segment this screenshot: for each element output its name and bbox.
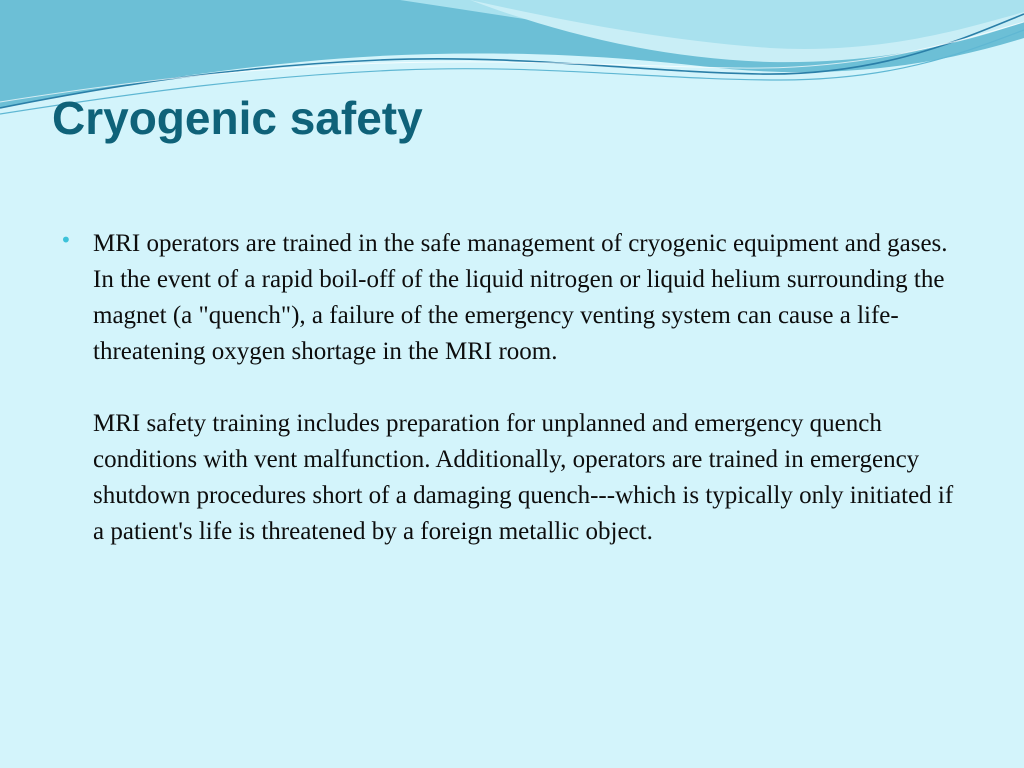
bullet-item bbox=[60, 226, 960, 586]
bullet-icon: • bbox=[60, 228, 72, 252]
paragraph-quench-risk: MRI operators are trained in the safe management of cryogenic equipment and gases. In the event of a rapid boil-off of the liquid nitrogen or liquid helium surrounding the magnet (a "quench"), a failure of the emergency venting system can cause a life-threatening oxygen shortage in the MRI room. bbox=[93, 230, 948, 365]
slide-title: Cryogenic safety bbox=[52, 92, 423, 144]
paragraph-safety-training: MRI safety training includes preparation for unplanned and emergency quench conditions with vent malfunction. Additionally, operators are trained in emergency shutdown procedures short of a damaging quench---which is typically only initiated if a patient's life is threatened by a foreign metallic object. bbox=[93, 410, 954, 545]
